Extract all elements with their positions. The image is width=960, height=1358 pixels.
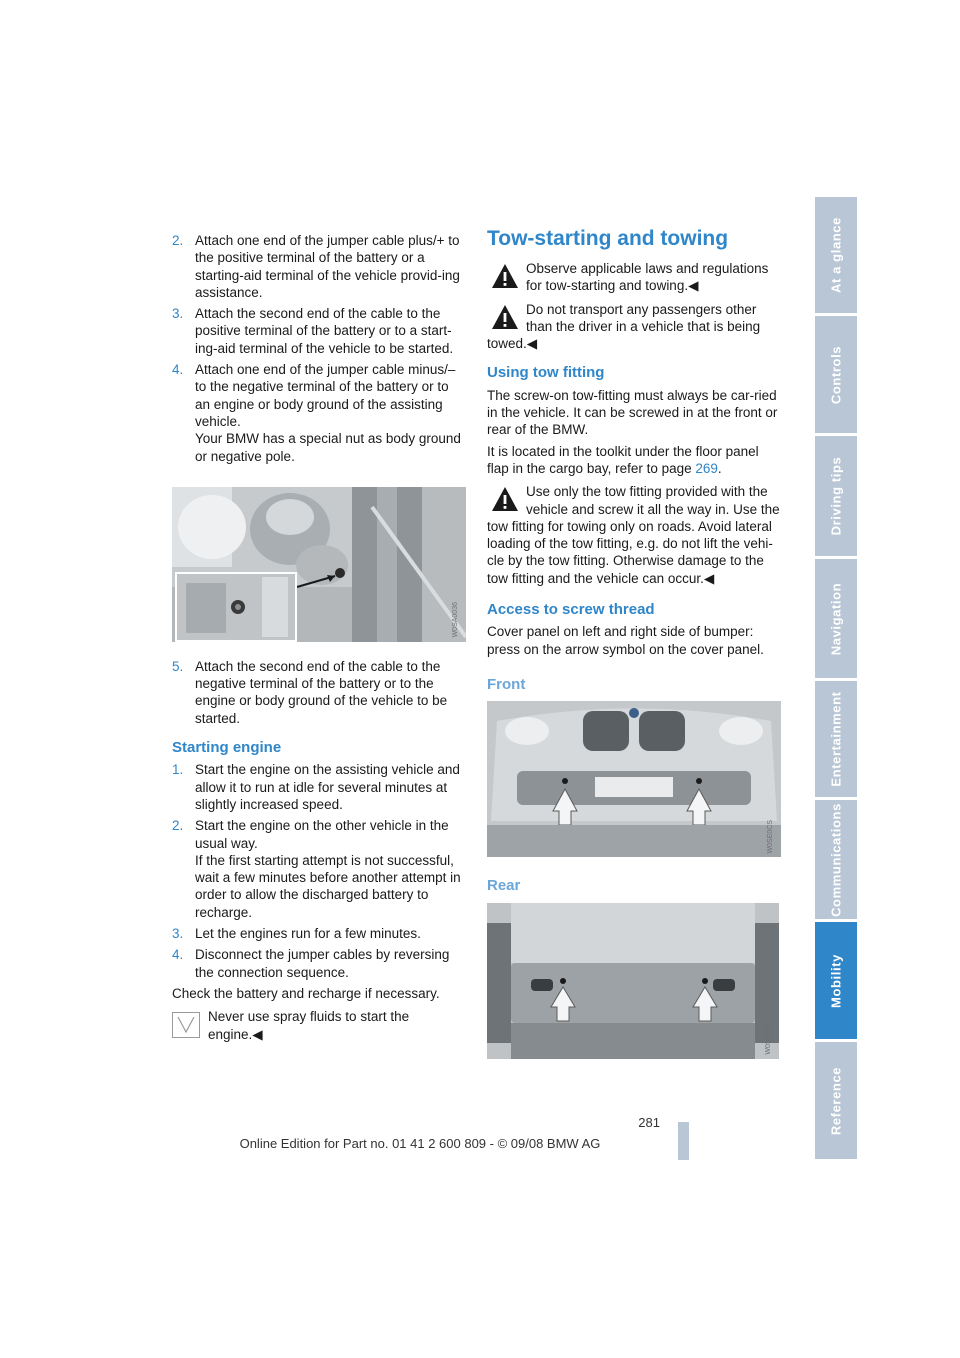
right-column [487, 226, 782, 1059]
tab-label: At a glance [828, 217, 844, 293]
step-number: 2. [172, 818, 184, 834]
warning-text: Use only the tow fitting provided with the vehicle and screw it all the way in. Use the tow fitting for towing only on roads. Avoid lateral loading of the tow fitting, e.g. do not lift the vehi-cle by the tow fitting. Otherwise damage to the tow fitting and the vehicle can occur.◀ [487, 484, 780, 586]
using-tow-fitting-heading: Using tow fitting [487, 364, 605, 382]
tab-reference[interactable] [815, 1042, 857, 1159]
tab-driving-tips[interactable] [815, 436, 857, 556]
step-number: 2. [172, 233, 184, 248]
tab-label: Communications [828, 802, 844, 917]
step-text: Attach one end of the jumper cable plus/+ to the positive terminal of the battery or a starting-aid terminal of the vehicle provid-ing assistance. [195, 233, 460, 300]
step-extra-text: If the first starting attempt is not successful, wait a few minutes before another attempt in order to allow the discharged battery to recharge. [195, 852, 461, 920]
image-code: W0SE0CM [764, 1019, 772, 1055]
step-item [172, 761, 465, 813]
section-tabs [815, 197, 857, 1159]
left-column [172, 232, 465, 1043]
tab-label: Navigation [828, 582, 844, 655]
tab-label: Reference [828, 1066, 844, 1135]
step-item [172, 946, 465, 981]
warning-icon [490, 485, 520, 513]
front-heading: Front [487, 675, 526, 693]
check-battery-text: Check the battery and recharge if necessary. [172, 985, 440, 1001]
step-number: 3. [172, 306, 184, 322]
warning-text: Observe applicable laws and regulations for tow-starting and towing.◀ [526, 261, 769, 294]
front-bumper-photo [487, 701, 781, 857]
warning-text: Do not transport any passengers other than the driver in a vehicle that is being towed.◀ [487, 301, 761, 352]
tab-label: Driving tips [828, 456, 844, 536]
warning-block [487, 301, 782, 353]
note-text: Never use spray fluids to start the engine.◀ [208, 1009, 410, 1042]
tab-navigation[interactable] [815, 559, 857, 678]
tab-label: Entertainment [828, 691, 844, 787]
rear-bumper-photo [487, 903, 779, 1059]
tab-mobility[interactable] [815, 922, 857, 1039]
step-number: 5. [172, 658, 184, 674]
tab-controls[interactable] [815, 316, 857, 433]
step-item [172, 925, 465, 942]
section-title: Tow-starting and towing [487, 227, 729, 250]
image-code: W0SA0036 [451, 602, 459, 638]
step-item [172, 658, 465, 727]
warning-block [487, 260, 782, 295]
step-text: Let the engines run for a few minutes. [195, 926, 421, 942]
warning-icon [490, 262, 520, 290]
tab-entertainment[interactable] [815, 681, 857, 797]
engine-bay-photo [172, 487, 466, 642]
tab-at-a-glance[interactable] [815, 197, 857, 313]
step-extra-text: Your BMW has a special nut as body ground or negative pole. [195, 431, 461, 464]
tab-communications[interactable] [815, 800, 857, 919]
step-item [172, 361, 465, 465]
step-number: 4. [172, 947, 184, 963]
footer-bar [678, 1122, 689, 1160]
image-code: W0SE0CS [766, 819, 774, 854]
starting-engine-heading: Starting engine [172, 739, 282, 757]
step-number: 3. [172, 926, 184, 942]
step-number: 1. [172, 762, 184, 778]
rear-heading: Rear [487, 877, 521, 895]
access-screw-thread-heading: Access to screw thread [487, 601, 655, 619]
step-text: Attach the second end of the cable to the negative terminal of the battery or to the engine or body ground of the vehicle to be started. [195, 658, 448, 726]
step-item [172, 817, 465, 921]
warning-block [487, 483, 782, 587]
paragraph [487, 443, 782, 478]
tab-label: Mobility [828, 953, 844, 1008]
paragraph-text: It is located in the toolkit under the floor panel flap in the cargo bay, refer to page [487, 443, 759, 476]
note-block [172, 1008, 465, 1043]
step-text: Start the engine on the assisting vehicle and allow it to run at idle for several minutes at slightly increased speed. [195, 762, 460, 812]
paragraph: The screw-on tow-fitting must always be car-ried in the vehicle. It can be screwed in at the front or rear of the BMW. [487, 387, 778, 438]
note-icon [172, 1012, 200, 1038]
step-text: Attach one end of the jumper cable minus/– to the negative terminal of the battery or to an engine or body ground of the assisting vehicle. [195, 362, 456, 429]
paragraph-text: . [717, 460, 722, 476]
step-text: Attach the second end of the cable to the positive terminal of the battery or to a start-ing-aid terminal of the vehicle to be started. [195, 306, 454, 356]
warning-icon [490, 303, 520, 331]
step-number: 4. [172, 362, 184, 378]
step-item [172, 305, 465, 357]
page-number: 281 [638, 1115, 660, 1130]
footer-text: Online Edition for Part no. 01 41 2 600 809 - © 09/08 BMW AG [239, 1136, 601, 1151]
step-item [172, 232, 465, 301]
tab-label: Controls [828, 345, 844, 404]
page-link[interactable]: 269 [695, 460, 718, 476]
paragraph: Cover panel on left and right side of bumper: press on the arrow symbol on the cover panel. [487, 624, 764, 657]
step-text: Disconnect the jumper cables by reversing the connection sequence. [195, 947, 450, 980]
step-text: Start the engine on the other vehicle in the usual way. [195, 818, 449, 851]
